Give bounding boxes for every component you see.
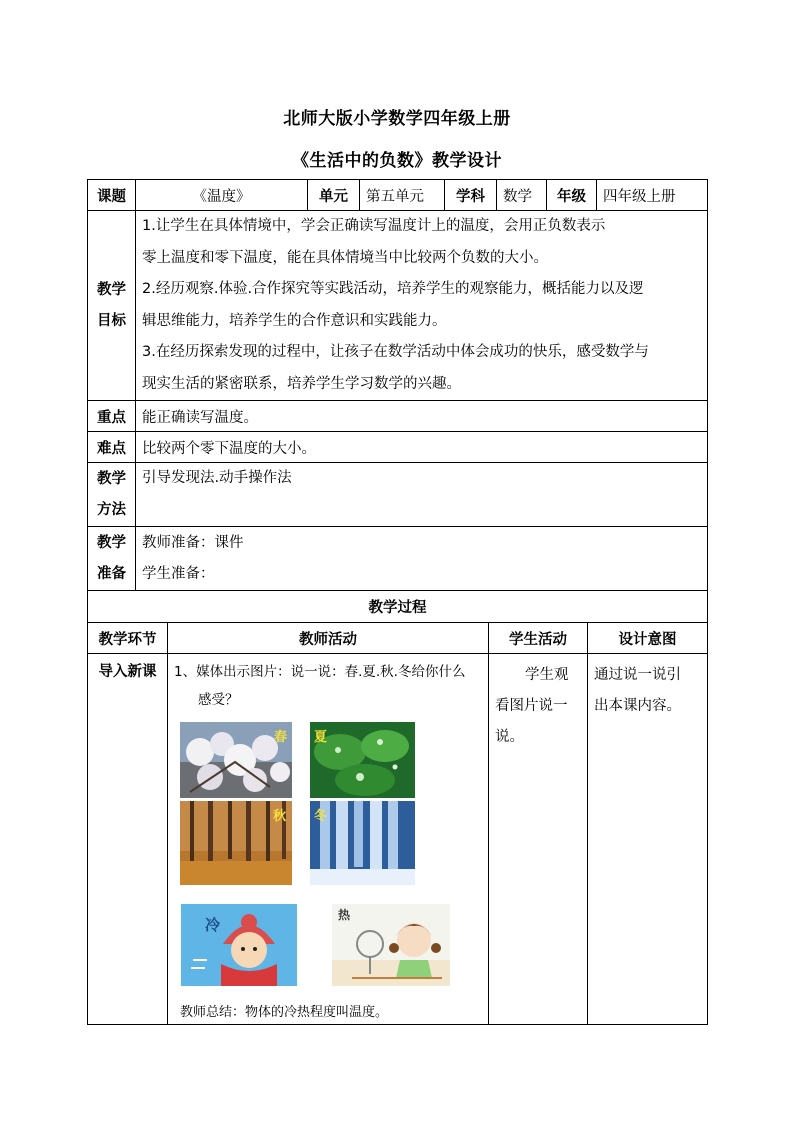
key-point-text: 能正确读写温度。 xyxy=(136,401,708,432)
student-line-1: 学生观 xyxy=(525,667,569,683)
grade-label: 年级 xyxy=(547,180,597,211)
objectives-text xyxy=(136,211,708,401)
prep-student: 学生准备： xyxy=(142,565,215,582)
intent-line-2: 出本课内容。 xyxy=(594,698,681,714)
cold-cartoon xyxy=(181,904,297,986)
col-student-header: 学生活动 xyxy=(489,623,588,654)
method-label-2: 方法 xyxy=(97,501,126,518)
grade-value: 四年级上册 xyxy=(597,180,708,211)
season-images xyxy=(180,722,420,892)
autumn-image xyxy=(180,801,292,885)
col-stage-header: 教学环节 xyxy=(88,623,168,654)
topic-value: 《温度》 xyxy=(136,180,308,211)
doc-subtitle: 《生活中的负数》教学设计 xyxy=(292,151,502,171)
difficulty-label: 难点 xyxy=(88,432,136,463)
objectives-label-1: 教学 xyxy=(97,281,126,298)
teacher-prompt-2: 感受？ xyxy=(198,692,239,708)
lesson-info-table xyxy=(87,179,708,591)
teacher-summary: 教师总结：物体的冷热程度叫温度。 xyxy=(180,1005,389,1020)
prep-text xyxy=(136,527,708,591)
cold-tag: 冷 xyxy=(205,916,221,934)
teacher-prompt-1: 1、媒体出示图片：说一说：春.夏.秋.冬给你什么 xyxy=(174,664,466,680)
summer-image xyxy=(310,722,415,798)
objective-line: 零上温度和零下温度，能在具体情境当中比较两个负数的大小。 xyxy=(142,249,548,266)
spring-tag: 春 xyxy=(273,730,287,745)
summer-tag: 夏 xyxy=(314,730,328,745)
unit-label: 单元 xyxy=(308,180,360,211)
difficulty-text: 比较两个零下温度的大小。 xyxy=(136,432,708,463)
process-table xyxy=(87,590,708,1025)
method-label xyxy=(88,463,136,527)
hot-tag: 热 xyxy=(338,908,351,922)
student-activity xyxy=(489,654,588,1025)
key-point-label: 重点 xyxy=(88,401,136,432)
prep-label-1: 教学 xyxy=(97,534,126,551)
teacher-activity xyxy=(168,654,489,1025)
intent-line-1: 通过说一说引 xyxy=(594,667,681,683)
method-text: 引导发现法.动手操作法 xyxy=(136,463,708,527)
subject-value: 数学 xyxy=(497,180,547,211)
design-intent xyxy=(588,654,708,1025)
doc-title: 北师大版小学数学四年级上册 xyxy=(283,109,511,129)
student-line-2: 看图片说一 xyxy=(495,698,568,714)
autumn-tag: 秋 xyxy=(272,809,286,824)
winter-tag: 冬 xyxy=(314,809,328,824)
objective-line: 辑思维能力，培养学生的合作意识和实践能力。 xyxy=(142,312,447,329)
prep-label-2: 准备 xyxy=(97,565,126,582)
objective-line: 1.让学生在具体情境中，学会正确读写温度计上的温度，会用正负数表示 xyxy=(142,218,606,234)
spring-image xyxy=(180,722,292,798)
col-teacher-header: 教师活动 xyxy=(168,623,489,654)
prep-label xyxy=(88,527,136,591)
cold-girl-picture xyxy=(181,904,297,986)
objective-line: 3.在经历探索发现的过程中，让孩子在数学活动中体会成功的快乐，感受数学与 xyxy=(142,344,649,360)
topic-label: 课题 xyxy=(88,180,136,211)
objective-line: 2.经历观察.体验.合作探究等实践活动，培养学生的观察能力，概括能力以及逻 xyxy=(142,281,644,297)
subject-label: 学科 xyxy=(445,180,497,211)
hot-cartoon xyxy=(332,904,450,986)
unit-value: 第五单元 xyxy=(360,180,445,211)
winter-image xyxy=(310,801,415,885)
objectives-label xyxy=(88,211,136,401)
objectives-label-2: 目标 xyxy=(97,312,126,329)
cartoon-images xyxy=(168,904,488,996)
process-heading: 教学过程 xyxy=(88,591,708,623)
student-line-3: 说。 xyxy=(495,729,524,745)
method-label-1: 教学 xyxy=(97,470,126,487)
stage-label: 导入新课 xyxy=(88,654,168,1025)
prep-teacher: 教师准备：课件 xyxy=(142,534,244,551)
col-intent-header: 设计意图 xyxy=(588,623,708,654)
objective-line: 现实生活的紧密联系，培养学生学习数学的兴趣。 xyxy=(142,375,461,392)
